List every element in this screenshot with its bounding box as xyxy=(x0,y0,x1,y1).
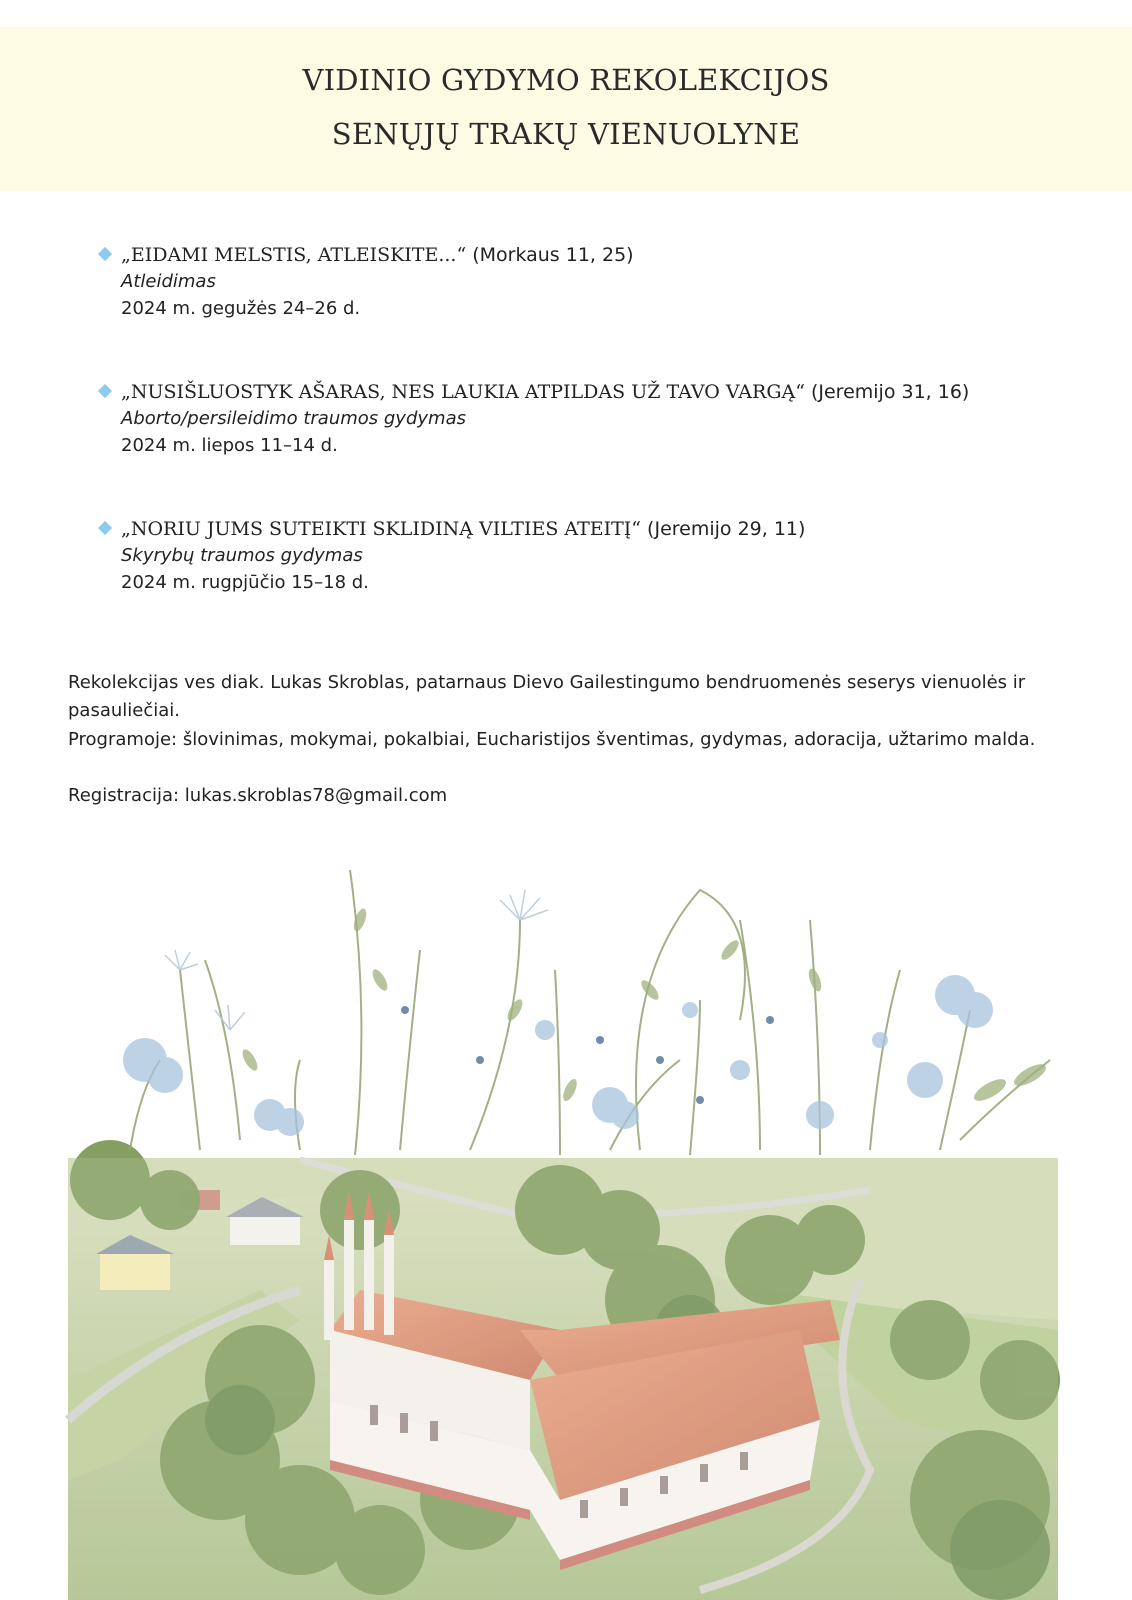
event-reference: (Jeremijo 29, 11) xyxy=(641,518,806,540)
diamond-bullet-icon xyxy=(98,384,112,398)
registration-text: Registracija: lukas.skroblas78@gmail.com xyxy=(68,785,448,806)
diamond-bullet-icon xyxy=(98,521,112,535)
event-date: 2024 m. rugpjūčio 15–18 d. xyxy=(121,572,369,593)
event-quote: „NUSIŠLUOSTYK AŠARAS, NES LAUKIA ATPILDAS UŽ TAVO VARGĄ“ xyxy=(121,381,805,403)
event-title xyxy=(121,242,634,268)
event-subtitle: Atleidimas xyxy=(121,271,216,292)
event-subtitle: Skyrybų traumos gydymas xyxy=(121,545,363,566)
leaders-text-continued: pasauliečiai. xyxy=(68,700,180,721)
program-text: Programoje: šlovinimas, mokymai, pokalbiai, Eucharistijos šventimas, gydymas, adoracija, užtarimo malda. xyxy=(68,729,1036,750)
event-reference: (Morkaus 11, 25) xyxy=(466,244,634,266)
monastery-artwork xyxy=(0,860,1132,1600)
event-title xyxy=(121,379,969,405)
monastery-photo xyxy=(68,1140,1060,1600)
event-date: 2024 m. liepos 11–14 d. xyxy=(121,435,338,456)
wildflowers-illustration xyxy=(123,870,1050,1155)
event-quote: „NORIU JUMS SUTEIKTI SKLIDINĄ VILTIES ATEITĮ“ xyxy=(121,518,642,540)
page-subtitle: SENŲJŲ TRAKŲ VIENUOLYNE xyxy=(331,117,801,151)
leaders-text: Rekolekcijas ves diak. Lukas Skroblas, patarnaus Dievo Gailestingumo bendruomenės seserys vienuolės ir xyxy=(68,672,1026,693)
title-banner xyxy=(0,27,1132,191)
diamond-bullet-icon xyxy=(98,247,112,261)
page-title: VIDINIO GYDYMO REKOLEKCIJOS xyxy=(302,63,830,97)
event-date: 2024 m. gegužės 24–26 d. xyxy=(121,298,361,319)
event-reference: (Jeremijo 31, 16) xyxy=(804,381,970,403)
event-quote: „EIDAMI MELSTIS, ATLEISKITE...“ xyxy=(121,244,467,266)
event-title xyxy=(121,516,805,542)
event-subtitle: Aborto/persileidimo traumos gydymas xyxy=(121,408,466,429)
